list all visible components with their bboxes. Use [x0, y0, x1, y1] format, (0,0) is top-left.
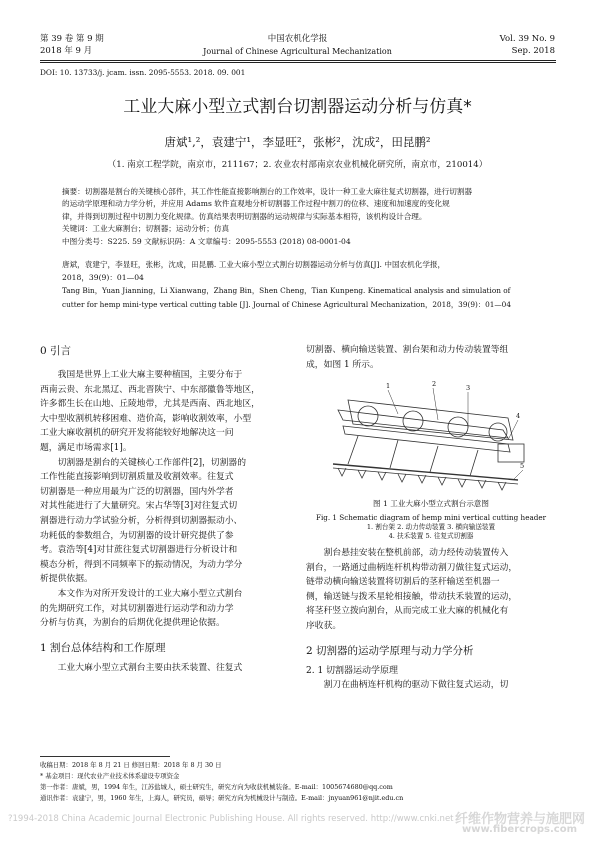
text-line: 割刀在曲柄连杆机构的驱动下做往复式运动，切 [323, 679, 509, 690]
abstract-line: 摘要：切割器是割台的关键核心部件，其工作性能直接影响割台的工作效率，设计一种工业大麻往复式切割器，进行切割器 [62, 187, 473, 196]
text-line: 本文作为对所开发设计的工业大麻小型立式割台 [57, 588, 243, 599]
paragraph [306, 678, 556, 693]
paragraph [40, 456, 292, 587]
text-line: 西南云贵、东北黑辽、西北晋陕宁、中东部徽鲁等地区， [40, 384, 260, 395]
copyright-bar: ?1994-2018 China Academic Journal Electronic Publishing House. All rights reserved. http://www.cnki.net [8, 814, 454, 824]
abstract-line: 的运动学原理和动力学分析，并应用 Adams 软件直观地分析切割器工作过程中割刀的位移、速度和加速度的变化规 [62, 199, 450, 209]
footnote-corresponding-author: 通讯作者：袁建宁，男，1960 年生，上海人，研究员，硕导；研究方向为机械设计与制造。E-mail：jnyuan961@njit.edu.cn [40, 794, 404, 802]
volume-issue-cn: 第 39 卷 第 9 期 [40, 34, 104, 44]
text-line: 切割器是一种应用最为广泛的切割器，国内外学者 [40, 486, 234, 497]
text-line: 割器进行动力学试验分析，分析得到切割器振动小、 [40, 515, 243, 526]
text-line: 题，满足市场需求[1]。 [40, 442, 132, 453]
section-2-1-heading: 2. 1 切割器运动学原理 [306, 665, 399, 676]
text-line: 链带动横向输送装置将切割后的茎秆输送至机器一 [306, 577, 500, 588]
figure-legend [306, 523, 556, 541]
text-line: 成，如图 1 所示。 [306, 359, 379, 370]
text-line: 割台悬挂安装在整机前部，动力经传动装置传入 [323, 548, 509, 558]
affiliations: （1. 南京工程学院，南京市，211167；2. 农业农村部南京农业机械化研究所，南京市，210014） [107, 160, 488, 170]
citation-line: 2018，39(9)：01—04 [62, 273, 144, 283]
paper-title: 工业大麻小型立式割台切割器运动分析与仿真* [123, 97, 472, 117]
watermark-en: www.fibercrops.com [461, 824, 577, 835]
text-line: 割台，一路通过曲柄连杆机构带动割刀做往复式运动， [306, 562, 518, 573]
figure-legend-line: 1. 割台架 2. 动力传动装置 3. 横向输送装置 [366, 523, 496, 531]
text-line: 考。袁浩等[4]对甘蔗往复式切割器进行分析设计和 [40, 545, 238, 556]
text-line: 大中型收割机转移困难、造价高，影响收割效率，小型 [40, 413, 252, 424]
text-line: 分析与仿真，为割台的后期优化提供理论依据。 [40, 618, 225, 629]
text-line: 许多都生长在山地、丘陵地带，尤其是西南、西北地区， [40, 399, 260, 410]
footnote-first-author: 第一作者：唐斌，男，1994 年生，江苏盐城人，硕士研究生，研究方向为收获机械装备。E-mail：1005674680@qq.com [40, 783, 393, 791]
keywords: 关键词：工业大麻割台；切割器；运动分析；仿真 [62, 224, 230, 234]
volume-issue-en: Vol. 39 No. 9 [499, 34, 555, 44]
date-cn: 2018 年 9 月 [40, 46, 93, 56]
footnote-received-date: 收稿日期：2018 年 8 月 21 日 修回日期：2018 年 8 月 30 日 [40, 761, 222, 769]
figure-caption-cn: 图 1 工业大麻小型立式割台示意图 [373, 499, 489, 508]
watermark-cn: 纤维作物营养与施肥网 [454, 812, 585, 827]
text-line: 侧，输送链与拨禾星轮相接触，带动扶禾装置的运动， [306, 591, 518, 602]
text-line: 功耗低的参数组合，为切割器的设计研究提供了参 [40, 530, 234, 541]
figure-label: 1 [386, 382, 391, 390]
section-0-heading: 0 引言 [40, 345, 72, 357]
right-column-lower [306, 546, 556, 692]
header-rule-2 [40, 62, 556, 63]
figure-caption-en: Fig. 1 Schematic diagram of hemp mini vertical cutting header [315, 513, 547, 522]
citation-line: 唐斌，袁建宁，李显旺，张彬，沈成，田昆鹏. 工业大麻小型立式割台切割器运动分析与仿真[J]. 中国农机化学报， [62, 260, 446, 269]
text-line: 模态分析，得到不同频率下的振动情况，为动力学分 [40, 559, 243, 570]
figure-label: 4 [516, 412, 521, 420]
figure-label: 3 [466, 384, 471, 392]
abstract-block [62, 186, 542, 248]
paragraph [306, 546, 556, 634]
footnotes [40, 760, 556, 804]
figure-legend-line: 4. 扶禾装置 5. 往复式切割器 [388, 532, 474, 540]
header-schematic-figure [318, 380, 548, 510]
journal-title-cn: 中国农机化学报 [267, 34, 328, 44]
right-column [306, 343, 556, 372]
text-line: 的先期研究工作，对其切割器进行运动学和动力学 [40, 603, 234, 614]
classification-numbers: 中图分类号：S225. 59 文献标识码：A 文章编号：2095-5553 (2018) 08-0001-04 [62, 236, 351, 246]
date-en: Sep. 2018 [511, 46, 555, 56]
abstract-line: 律，并得到切割过程中切割力变化规律。仿真结果表明切割器的运动规律与实际基本相符，该机构设计合理。 [62, 211, 427, 221]
header-rule [40, 60, 556, 61]
header-frame [348, 400, 513, 440]
citation-block [62, 258, 542, 311]
conveyor [343, 426, 510, 452]
text-line: 析提供依据。 [40, 574, 93, 585]
text-line: 工业大麻小型立式割台主要由扶禾装置、往复式 [57, 662, 243, 673]
figure-label: 2 [432, 380, 437, 388]
text-line: 我国是世界上工业大麻主要种植国，主要分布于 [57, 370, 243, 380]
paragraph [40, 587, 292, 631]
text-line: 将茎秆竖立拨向割台，从而完成工业大麻的机械化有 [306, 606, 509, 617]
left-column [40, 344, 292, 675]
text-line: 工业大麻收割机的研究开发将能较好地解决这一问 [40, 428, 234, 439]
footnote-rule [40, 756, 170, 757]
text-line: 序收获。 [306, 620, 342, 631]
section-1-heading: 1 割台总体结构和工作原理 [40, 641, 166, 654]
text-line: 工作性能直接影响到切割质量及收割效率。往复式 [40, 472, 234, 483]
text-line: 对其性能进行了大量研究。宋占华等[3]对往复式切 [40, 501, 238, 512]
journal-title-en: Journal of Chinese Agricultural Mechanization [203, 47, 392, 56]
authors: 唐斌¹,²，袁建宁¹，李显旺²，张彬²，沈成²，田昆鹏² [164, 135, 431, 149]
text-line: 切割器、横向输送装置、割台架和动力传动装置等组 [306, 345, 509, 355]
section-2-heading: 2 切割器的运动学原理与动力学分析 [306, 644, 474, 657]
paragraph [40, 661, 292, 676]
doi: DOI: 10. 13733/j. jcam. issn. 2095-5553. 2018. 09. 001 [40, 68, 246, 77]
paragraph [40, 368, 292, 456]
footnote-funding: * 基金项目：现代农业产业技术体系建设专项资金 [40, 772, 180, 780]
figure-label: 5 [520, 462, 525, 470]
star-wheel [448, 417, 468, 437]
citation-line: Tang Bin，Yuan Jianning，Li Xianwang，Zhang Bin，Shen Cheng，Tian Kunpeng. Kinematical analysis and simulation of [62, 286, 511, 296]
cutter-bar [333, 464, 518, 480]
text-line: 切割器是割台的关键核心工作部件[2]，切割器的 [57, 457, 246, 468]
paragraph [306, 343, 556, 372]
citation-line: cutter for hemp mini-type vertical cutting table [J]. Journal of Chinese Agricultural Mechanization，2018，39(9)：01—04 [62, 299, 511, 309]
